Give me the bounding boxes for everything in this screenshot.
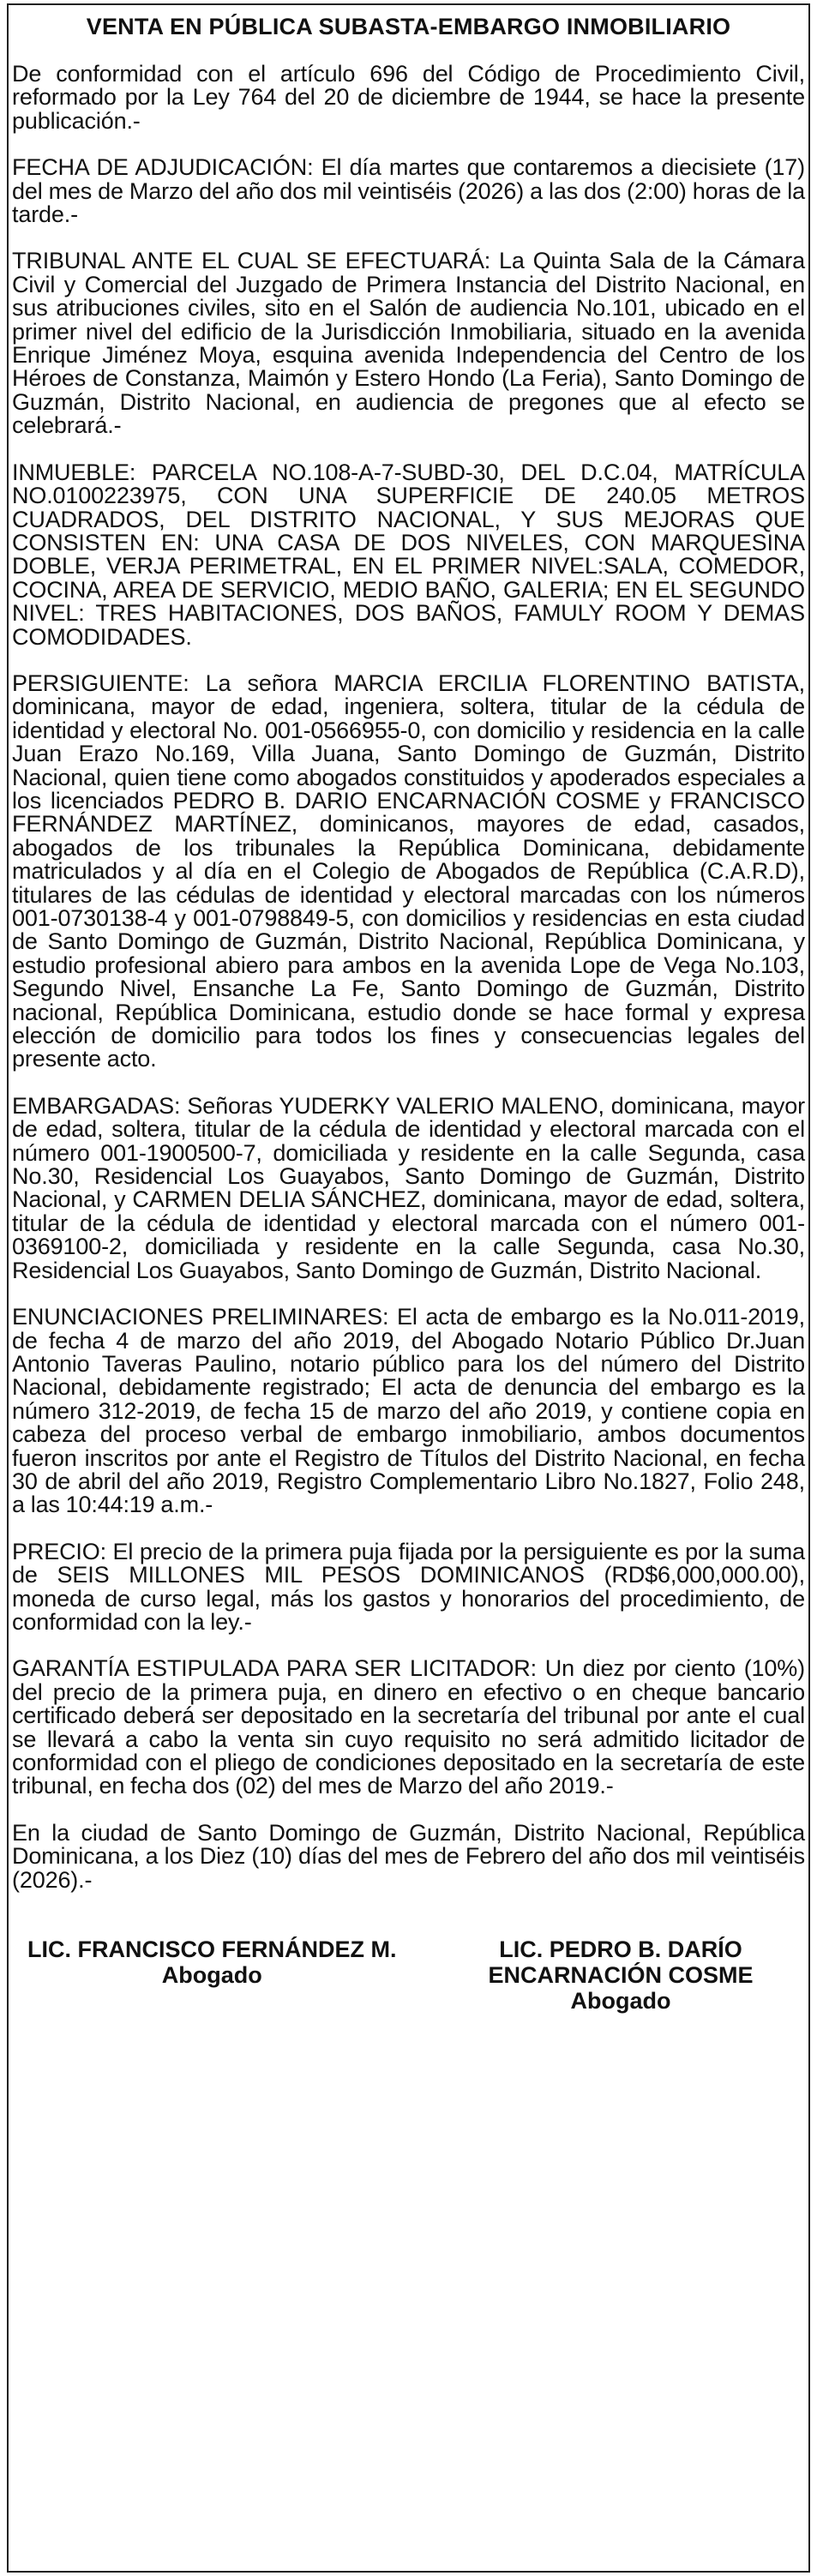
paragraph-preliminary-statements: ENUNCIACIONES PRELIMINARES: El acta de embargo es la No.011-2019, de fecha 4 de marzo del año 2019, del Abogado Notario Público Dr.Juan Antonio Taveras Paulino, notario público para los del número del Distrito Nacional, debidamente registrado; El acta de denuncia del embargo es la número 312-2019, de fecha 15 de marzo del año 2019, y contiene copia en cabeza del proceso verbal de embargo inmobiliario, ambos documentos fueron inscritos por ante el Registro de Títulos del Distrito Nacional, en fecha 30 de abril del año 2019, Registro Complementario Libro No.1827, Folio 248, a las 10:44:19 a.m.- <box>12 1304 805 1518</box>
signature-role: Abogado <box>570 1988 671 2015</box>
paragraph-adjudication-date: FECHA DE ADJUDICACIÓN: El día martes que contaremos a diecisiete (17) del mes de Marzo del año dos mil veintiséis (2026) a las dos (2:00) horas de la tarde.- <box>12 154 805 228</box>
notice-title: VENTA EN PÚBLICA SUBASTA-EMBARGO INMOBILIARIO <box>86 14 731 39</box>
paragraph-bidder-guarantee: GARANTÍA ESTIPULADA PARA SER LICITADOR: Un diez por ciento (10%) del precio de la primera puja, en dinero en efectivo o en cheque bancario certificado deberá ser depositado en la secretaría del tribunal por ante el cual se llevará a cabo la venta sin cuyo requisito no será admitido licitador de conformidad con el pliego de condiciones depositado en la secretaría de este tribunal, en fecha dos (02) del mes de Marzo del año 2019.- <box>12 1655 805 1799</box>
signature-name: LIC. PEDRO B. DARÍO ENCARNACIÓN COSME <box>488 1937 754 1989</box>
signature-role: Abogado <box>161 1962 262 1989</box>
paragraph-legal-basis: De conformidad con el artículo 696 del Código de Procedimiento Civil, reformado por la Ley 764 del 20 de diciembre de 1944, se hace la presente publicación.- <box>12 61 805 134</box>
paragraph-place-date: En la ciudad de Santo Domingo de Guzmán, Distrito Nacional, República Dominicana, a los Diez (10) días del mes de Febrero del año dos mil veintiséis (2026).- <box>12 1819 805 1893</box>
signature-left <box>27 1937 396 2014</box>
paragraph-price: PRECIO: El precio de la primera puja fijada por la persiguiente es por la suma de SEIS MILLONES MIL PESOS DOMINICANOS (RD$6,000,000.00), moneda de curso legal, más los gastos y honorarios del procedimiento, de conformidad con la ley.- <box>12 1538 805 1635</box>
paragraph-seized-parties: EMBARGADAS: Señoras YUDERKY VALERIO MALENO, dominicana, mayor de edad, soltera, titular de la cédula de identidad y electoral marcada con el número 001-1900500-7, domiciliada y residente en la calle Segunda, casa No.30, Residencial Los Guayabos, Santo Domingo de Guzmán, Distrito Nacional, y CARMEN DELIA SÁNCHEZ, dominicana, mayor de edad, soltera, titular de la cédula de identidad y electoral marcada con el número 001-0369100-2, domiciliada y residente en la calle Segunda, casa No.30, Residencial Los Guayabos, Santo Domingo de Guzmán, Distrito Nacional. <box>12 1092 805 1283</box>
paragraph-pursuer: PERSIGUIENTE: La señora MARCIA ERCILIA FLORENTINO BATISTA, dominicana, mayor de edad, ingeniera, soltera, titular de la cédula de identidad y electoral No. 001-0566955-0, con domicilio y residencia en la calle Juan Erazo No.169, Villa Juana, Santo Domingo de Guzmán, Distrito Nacional, quien tiene como abogados constituidos y apoderados especiales a los licenciados PEDRO B. DARIO ENCARNACIÓN COSME y FRANCISCO FERNÁNDEZ MARTÍNEZ, dominicanos, mayores de edad, casados, abogados de los tribunales la República Dominicana, debidamente matriculados y al día en el Colegio de Abogados de República (C.A.R.D), titulares de las cédulas de identidad y electoral marcadas con los números 001-0730138-4 y 001-0798849-5, con domicilios y residencias en esta ciudad de Santo Domingo de Guzmán, Distrito Nacional, República Dominicana, y estudio profesional abiero para ambos en la avenida Lope de Vega No.103, Segundo Nivel, Ensanche La Fe, Santo Domingo de Guzmán, Distrito nacional, República Dominicana, estudio donde se hace formal y expresa elección de domicilio para todos los fines y consecuencias legales del presente acto. <box>12 670 805 1072</box>
signature-right <box>462 1937 779 2014</box>
paragraph-property: INMUEBLE: PARCELA NO.108-A-7-SUBD-30, DEL D.C.04, MATRÍCULA NO.0100223975, CON UNA SUPERFICIE DE 240.05 METROS CUADRADOS, DEL DISTRITO NACIONAL, Y SUS MEJORAS QUE CONSISTEN EN: UNA CASA DE DOS NIVELES, CON MARQUESINA DOBLE, VERJA PERIMETRAL, EN EL PRIMER NIVEL:SALA, COMEDOR, COCINA, AREA DE SERVICIO, MEDIO BAÑO, GALERIA; EN EL SEGUNDO NIVEL: TRES HABITACIONES, DOS BAÑOS, FAMULY ROOM Y DEMAS COMODIDADES. <box>12 459 805 650</box>
signature-block <box>12 1937 805 2014</box>
paragraph-tribunal: TRIBUNAL ANTE EL CUAL SE EFECTUARÁ: La Quinta Sala de la Cámara Civil y Comercial del Juzgado de Primera Instancia del Distrito Nacional, en sus atribuciones civiles, sito en el Salón de audiencia No.101, ubicado en el primer nivel del edificio de la Jurisdicción Inmobiliaria, situado en la avenida Enrique Jiménez Moya, esquina avenida Independencia del Centro de los Héroes de Constanza, Maimón y Estero Hondo (La Feria), Santo Domingo de Guzmán, Distrito Nacional, en audiencia de pregones que al efecto se celebrará.- <box>12 248 805 439</box>
signature-name: LIC. FRANCISCO FERNÁNDEZ M. <box>27 1937 397 1963</box>
